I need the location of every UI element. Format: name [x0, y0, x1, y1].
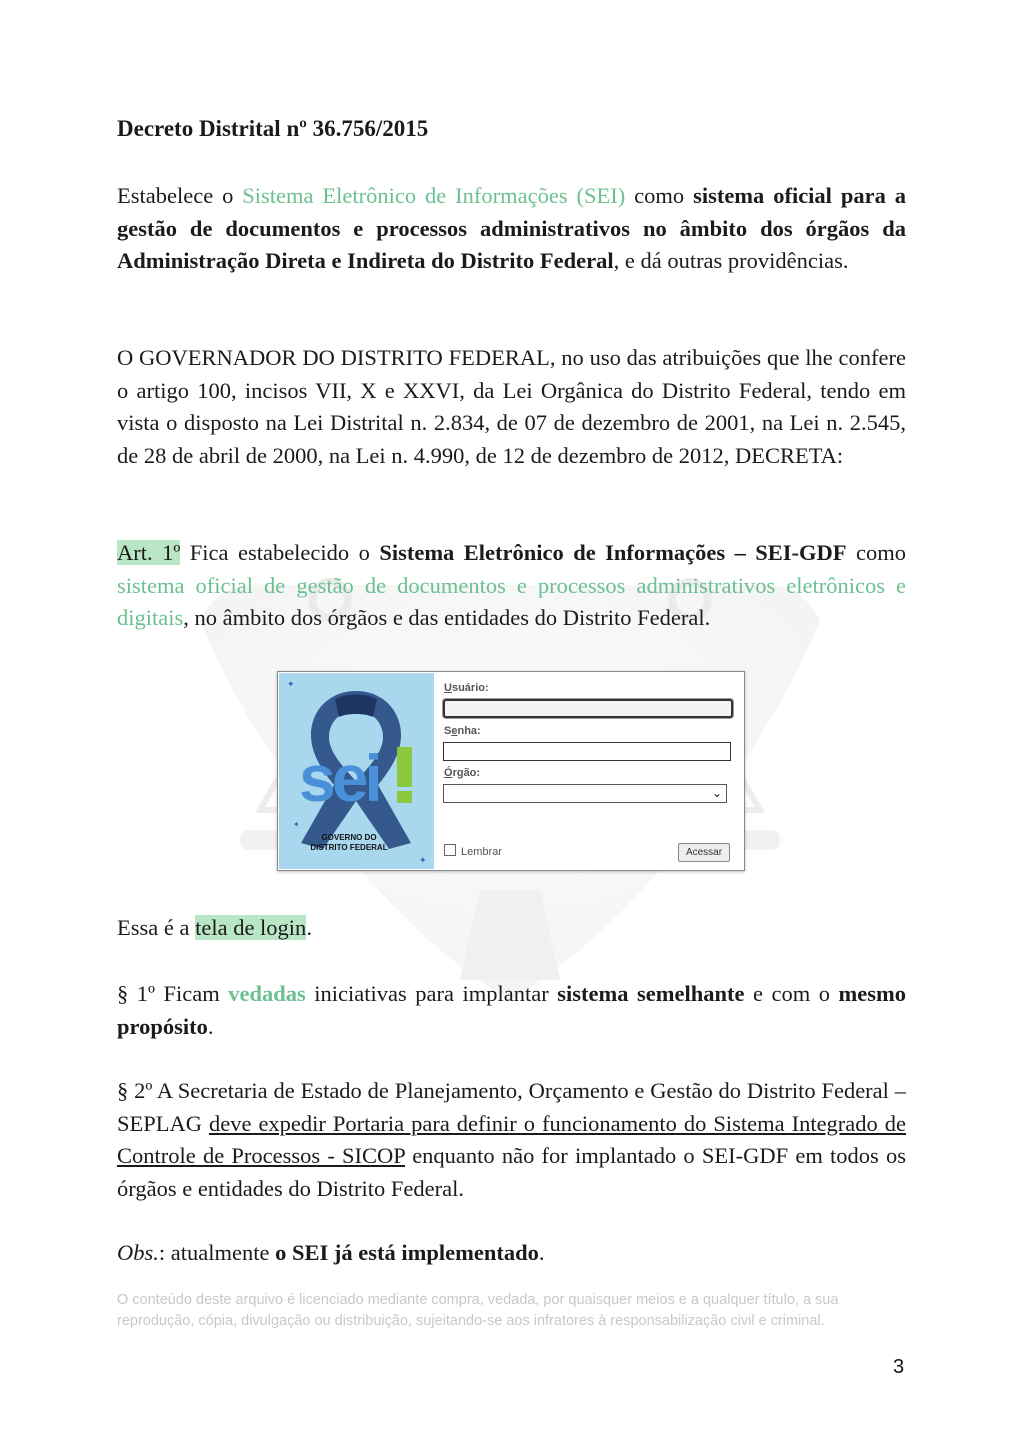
summary-text: , e dá outras providências.: [613, 248, 849, 274]
sparkle-icon: ✦: [287, 679, 295, 689]
caption-highlight: tela de login: [195, 915, 307, 940]
caption-text: .: [306, 915, 312, 940]
observation-label: Obs.: [117, 1240, 159, 1265]
summary-text: Estabelece o: [117, 183, 243, 208]
paragraph-1: [117, 978, 906, 1043]
chevron-down-icon: ⌄: [711, 786, 722, 800]
org-select[interactable]: [443, 784, 727, 803]
article-1: [117, 537, 906, 635]
paragraph-2-underlined: deve expedir Portaria para definir o funcionamento do Sistema Integrado de Controle de Processos - SICOP: [117, 1110, 906, 1169]
remember-checkbox[interactable]: [444, 844, 456, 856]
paragraph-2: [117, 1075, 906, 1206]
paragraph-1-emphasis: sistema semelhante: [557, 981, 745, 1006]
acessar-button[interactable]: Acessar: [678, 843, 730, 862]
paragraph-1-text: § 1º Ficam: [117, 981, 229, 1006]
observation-emphasis: o SEI já está implementado: [275, 1240, 539, 1265]
license-notice: O conteúdo deste arquivo é licenciado mediante compra, vedada, por quaisquer meios e a qualquer título, a sua reprodução, cópia, divulgação ou distribuição, sujeitando-se aos infratores à responsabilização civil e criminal.: [117, 1292, 839, 1329]
article-1-text: Fica estabelecido o: [180, 540, 380, 565]
sparkle-icon: ✦: [293, 820, 300, 829]
user-input[interactable]: [443, 699, 733, 718]
caption-text: Essa é a: [117, 915, 196, 940]
article-1-text: como: [846, 540, 906, 565]
decree-preamble: O GOVERNADOR DO DISTRITO FEDERAL, no uso das atribuições que lhe confere o artigo 100, incisos VII, X e XXVI, da Lei Orgânica do Distrito Federal, tendo em vista o disposto na Lei Distrital n. 2.834, de 07 de dezembro de 2001, na Lei n. 2.545, de 28 de abril de 2000, na Lei n. 4.990, de 12 de dezembro de 2012, DECRETA:: [117, 345, 906, 469]
paragraph-1-text: iniciativas para implantar: [305, 981, 558, 1006]
paragraph-2-text: § 2º A Secretaria de Estado de Planejamento, Orçamento e Gestão do Distrito Federal – SEPLAG: [117, 1078, 906, 1136]
logo-caption-line1: GOVERNO DO: [321, 833, 377, 842]
decree-summary: [117, 180, 906, 278]
summary-sei-name: Sistema Eletrônico de Informações (SEI): [242, 183, 626, 208]
page-number: 3: [893, 1356, 905, 1378]
remember-option[interactable]: Lembrar: [444, 844, 502, 858]
sparkle-icon: ✦: [419, 855, 427, 865]
user-label: Usuário:: [444, 682, 489, 694]
paragraph-1-text: e com o: [744, 981, 839, 1006]
decree-title: Decreto Distrital nº 36.756/2015: [117, 116, 429, 141]
sei-logo-text: sei: [299, 741, 379, 815]
org-label: Órgão:: [444, 767, 481, 779]
summary-emphasis: sistema oficial para a gestão de documentos e processos administrativos no âmbito dos órgãos da Administração Direta e Indireta do Distrito Federal: [117, 183, 906, 274]
password-label: Senha:: [444, 725, 481, 737]
logo-caption-line2: DISTRITO FEDERAL: [310, 843, 388, 852]
login-caption: [117, 912, 906, 945]
sei-logo-panel: [279, 673, 434, 869]
article-1-highlight: sistema oficial de gestão de documentos e processos administrativos eletrônicos e digitais: [117, 572, 906, 631]
article-1-system-name: Sistema Eletrônico de Informações – SEI-GDF: [379, 540, 847, 565]
password-input[interactable]: [443, 742, 731, 761]
paragraph-1-emphasis: mesmo propósito: [117, 981, 907, 1039]
sei-login-screenshot: [277, 671, 745, 871]
paragraph-1-vedadas: vedadas: [228, 981, 306, 1006]
observation-text: : atualmente: [158, 1240, 276, 1265]
article-1-text: , no âmbito dos órgãos e das entidades do Distrito Federal.: [183, 605, 711, 631]
observation-text: .: [538, 1240, 545, 1265]
login-form: [442, 672, 742, 870]
paragraph-1-text: .: [207, 1013, 214, 1039]
paragraph-2-text: enquanto não for implantado o SEI-GDF em todos os órgãos e entidades do Distrito Federal.: [117, 1143, 906, 1202]
article-1-label: Art. 1º: [117, 540, 181, 565]
summary-text: como: [625, 183, 694, 208]
observation: [117, 1237, 906, 1270]
sei-ribbon-logo: [279, 673, 434, 869]
